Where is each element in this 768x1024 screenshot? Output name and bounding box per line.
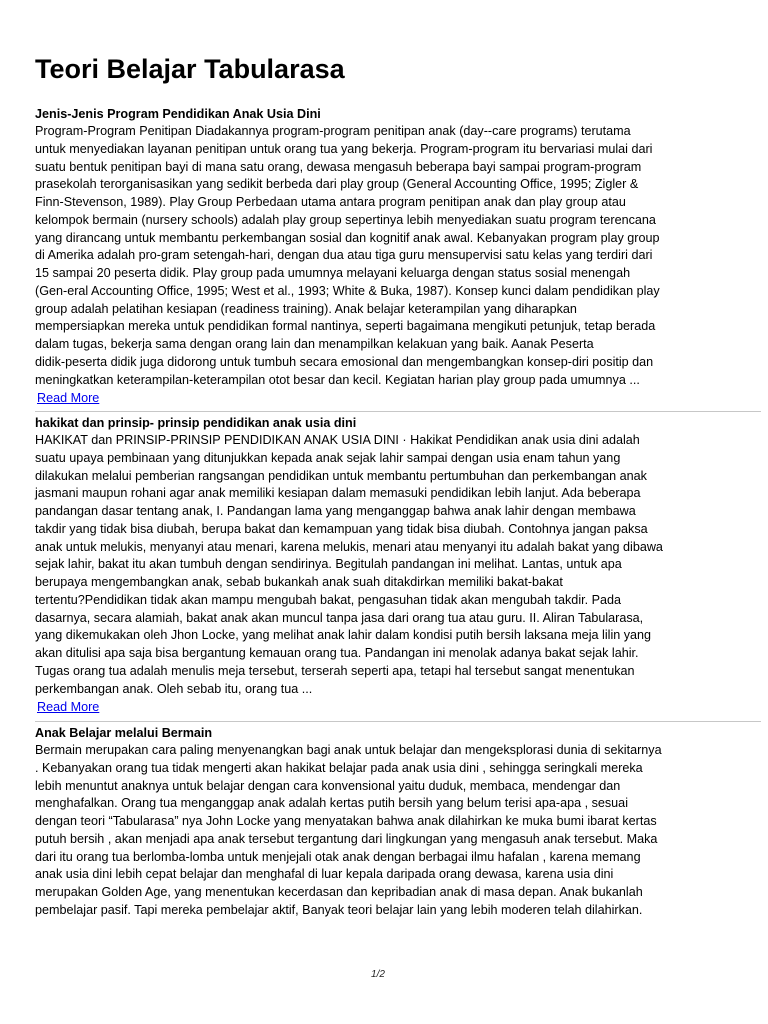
text-line: dari itu orang tua berlomba-lomba untuk menjejali otak anak dengan berbagai ilmu hafalan , karena memang [35, 849, 641, 864]
text-line: tertentu?Pendidikan tidak akan mampu mengubah bakat, pengasuhan tidak akan mengubah takdir. Pada [35, 592, 622, 607]
text-line: kelompok bermain (nursery schools) adalah play group sepertinya lebih menyediakan suatu program terencana [35, 212, 656, 227]
text-line: anak untuk melukis, menyanyi atau menari, karena melukis, menari atau menyanyi itu adalah bakat yang dibawa [35, 539, 663, 554]
text-line: lebih menuntut anaknya untuk belajar dengan cara konvensional yaitu duduk, membaca, mendengar dan [35, 778, 621, 793]
text-line: putuh bersih , akan menjadi apa anak tersebut tergantung dari lingkungan yang mengasuh anak tersebut. Maka [35, 831, 658, 846]
text-line: Bermain merupakan cara paling menyenangkan bagi anak untuk belajar dan mengeksplorasi dunia di sekitarnya [35, 743, 662, 757]
text-line: pandangan dasar tentang anak, I. Pandangan lama yang menganggap bahwa anak lahir dengan membawa [35, 504, 636, 518]
page-title: Teori Belajar Tabularasa [35, 54, 345, 84]
article-heading: Anak Belajar melalui Bermain [35, 726, 213, 740]
article-body [35, 742, 735, 920]
text-line: suatu upaya pembinaan yang ditunjukkan kepada anak sejak lahir sampai dengan usia enam tahun yang [35, 450, 621, 465]
read-more-link[interactable]: Read More [37, 391, 100, 406]
text-line: dasarnya, secara alamiah, bakat anak akan muncul tanpa jasa dari orang tua atau guru. II. Aliran Tabularasa, [35, 610, 644, 625]
page-number: 1/2 [371, 969, 385, 980]
text-line: anak usia dini lebih cepat belajar dan menghafal di luar kepala daripada orang dewasa, karena usia dini [35, 867, 614, 882]
article-heading: hakikat dan prinsip- prinsip pendidikan anak usia dini [35, 416, 357, 430]
read-more-link[interactable]: Read More [37, 700, 100, 715]
text-line: merupakan Golden Age, yang menentukan kecerdasan dan kepribadian anak di masa depan. Anak bukanlah [35, 885, 643, 899]
text-line: group adalah pelatihan kesiapan (readiness training). Anak belajar keterampilan yang diharapkan [35, 301, 577, 316]
article-2 [35, 415, 735, 716]
text-line: berupaya mengembangkan anak, sebab bukankah anak suah ditakdirkan memiliki bakat-bakat [35, 575, 563, 589]
text-line: didik-peserta didik juga didorong untuk tumbuh secara emosional dan mengembangkan konsep-diri positip dan [35, 354, 654, 369]
text-line: prasekolah terorganisasikan yang sedikit berbeda dari play group (General Accounting Office, 1995; Zigler & [35, 177, 639, 192]
text-line: pembelajar pasif. Tapi mereka pembelajar aktif, Banyak teori belajar lain yang lebih moderen telah dilahirkan. [35, 902, 643, 917]
text-line: Program-Program Penitipan Diadakannya program-program penitipan anak (day--care programs) terutama [35, 124, 631, 138]
text-line: . Kebanyakan orang tua tidak mengerti akan hakikat belajar pada anak usia dini , sehingga seringkali mereka [35, 760, 643, 775]
text-line: meningkatkan keterampilan-keterampilan otot besar dan kecil. Kegiatan harian play group pada umumnya ... [35, 372, 640, 387]
text-line: dengan teori “Tabularasa” nya John Locke yang menyatakan bahwa anak dilahirkan ke muka bumi ibarat kertas [35, 814, 657, 828]
text-line: yang dirancang untuk membantu perkembangan sosial dan kognitif anak awal. Kebanyakan program play group [35, 230, 660, 245]
text-line: jasmani maupun rohani agar anak memiliki kesiapan dalam memasuki pendidikan lebih lanjut. Ada beberapa [35, 486, 641, 501]
text-line: HAKIKAT dan PRINSIP-PRINSIP PENDIDIKAN ANAK USIA DINI · Hakikat Pendidikan anak usia dini adalah [35, 433, 640, 447]
text-line: takdir yang tidak bisa diubah, berupa bakat dan kemampuan yang tidak bisa diubah. Contohnya jangan paksa [35, 521, 648, 536]
article-heading: Jenis-Jenis Program Pendidikan Anak Usia Dini [35, 107, 321, 121]
article-body [35, 432, 735, 698]
text-line: suatu bentuk penitipan bayi di mana satu orang, dewasa mengasuh beberapa bayi sampai program-program [35, 159, 642, 174]
text-line: menghafalkan. Orang tua menganggap anak adalah kertas putih bersih yang belum terisi apa-apa , sesuai [35, 796, 628, 811]
text-line: akan ditulisi apa saja bisa bergantung kemauan orang tua. Pandangan ini menolak adanya bakat sejak lahir. [35, 646, 639, 660]
article-3 [35, 725, 735, 920]
article-1 [35, 106, 735, 407]
section-divider [35, 411, 761, 412]
text-line: di Amerika adalah pro-gram setengah-hari, dengan dua atau tiga guru mensupervisi satu kelas yang terdiri dari [35, 248, 653, 263]
text-line: yang dikemukakan oleh Jhon Locke, yang melihat anak lahir dalam kondisi putih bersih laksana meja lilin yang [35, 628, 652, 643]
text-line: dilakukan melalui pemberian rangsangan pendidikan untuk membantu pertumbuhan dan perkembangan anak [35, 468, 647, 483]
section-divider [35, 721, 761, 722]
text-line: Tugas orang tua adalah menulis meja tersebut, terserah seperti apa, tetapi hal tersebut sangat menentukan [35, 663, 635, 678]
text-line: (Gen-eral Accounting Office, 1995; West et al., 1993; White & Buka, 1987). Konsep kunci dalam pendidikan play [35, 283, 660, 298]
article-body [35, 123, 735, 389]
text-line: 15 sampai 20 peserta didik. Play group pada umumnya melayani keluarga dengan status sosial menengah [35, 266, 631, 280]
text-line: Finn-Stevenson, 1989). Play Group Perbedaan utama antara program penitipan anak dan play group atau [35, 195, 626, 209]
text-line: perkembangan anak. Oleh sebab itu, orang tua ... [35, 681, 313, 696]
text-line: dalam tugas, bekerja sama dengan orang lain dan menampilkan kelakuan yang baik. Aanak Peserta [35, 337, 594, 351]
text-line: sejak lahir, bakat itu akan tumbuh dengan sendirinya. Begitulah pandangan ini melihat. Lantas, untuk apa [35, 557, 622, 572]
text-line: untuk menyediakan layanan penitipan untuk orang tua yang bekerja. Program-program itu bervariasi mulai dari [35, 141, 653, 156]
text-line: mempersiapkan mereka untuk pendidikan formal nantinya, seperti bagaimana mengikuti petunjuk, tetap berada [35, 319, 656, 334]
